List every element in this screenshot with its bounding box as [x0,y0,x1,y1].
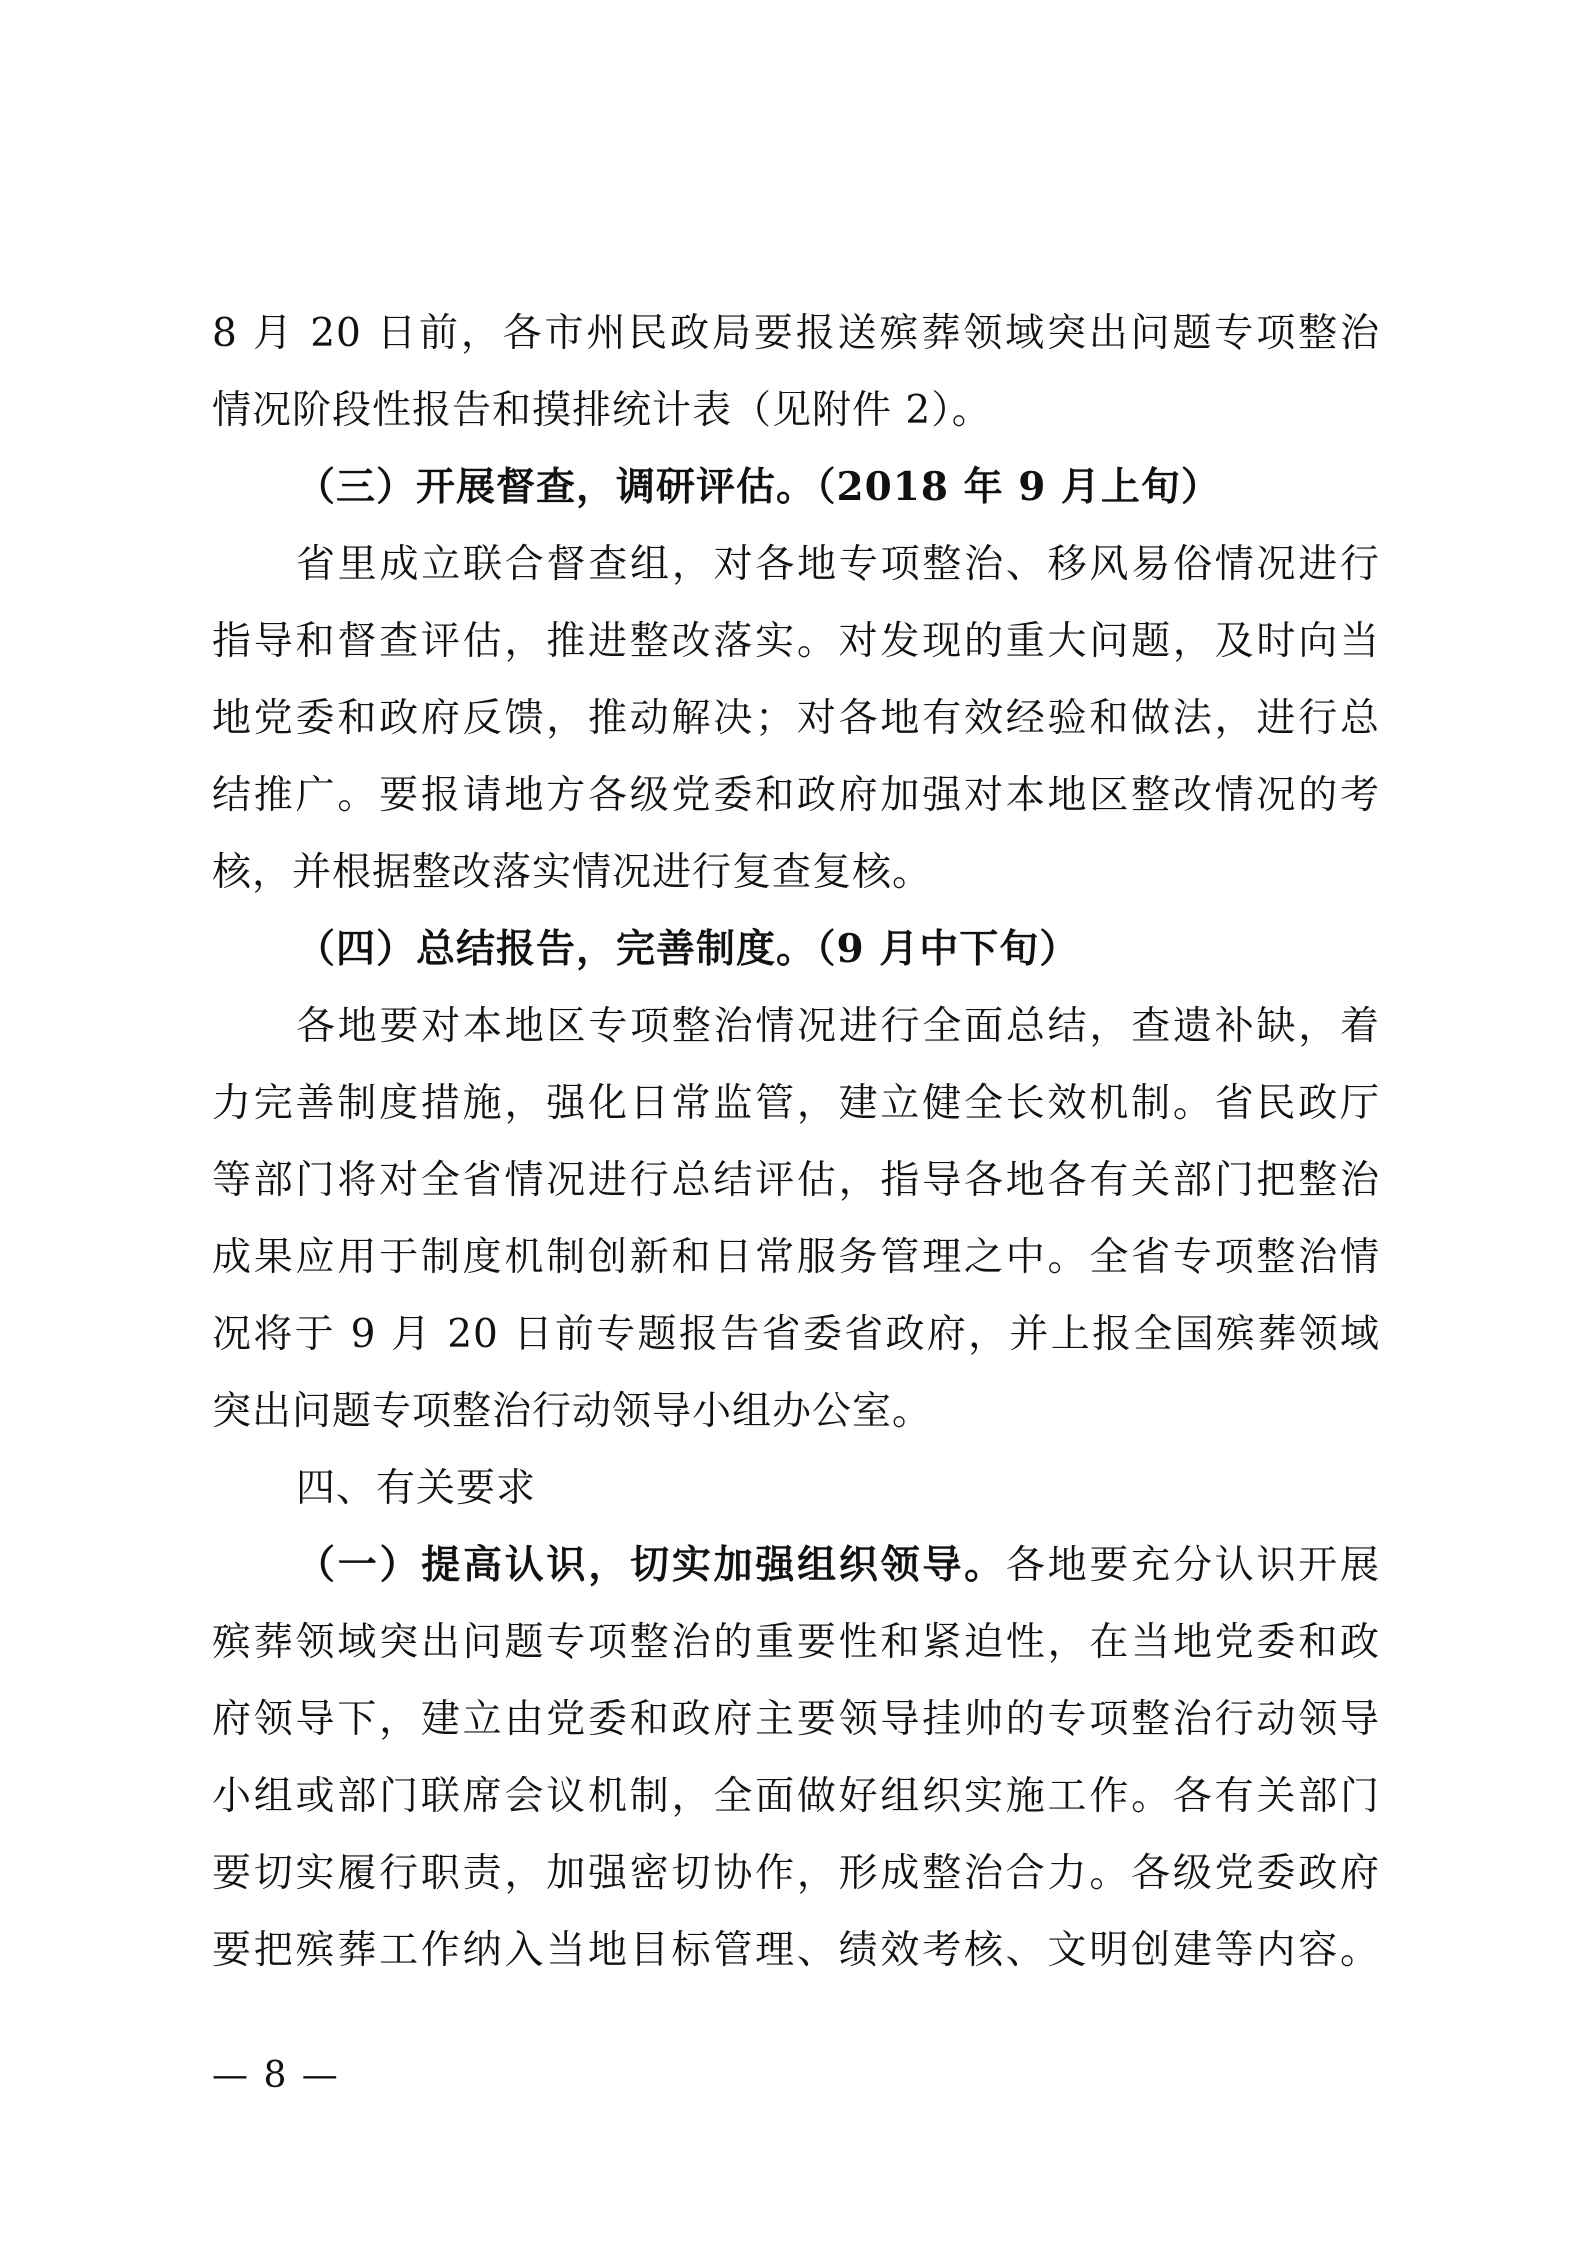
text-line [212,1142,1380,1219]
text-line [212,1604,1380,1681]
body-text [212,295,1380,1989]
line-text: （四）总结报告，完善制度。（9 月中下旬） [296,926,1080,972]
page-number: — 8 — [212,2055,340,2096]
line-text: 情况阶段性报告和摸排统计表（见附件 2）。 [212,388,992,433]
line-text: 核，并根据整改落实情况进行复查复核。 [212,850,933,895]
line-text: 各地要对本地区专项整治情况进行全面总结，查遗补缺，着 [296,1004,1380,1049]
text-line [212,988,1380,1065]
line-text: 四、有关要求 [296,1466,537,1511]
line-text: 8 月 20 日前，各市州民政局要报送殡葬领域突出问题专项整治 [212,311,1380,356]
text-line [212,1373,1380,1450]
text-line [212,1912,1380,1989]
line-text: （三）开展督查，调研评估。（2018 年 9 月上旬） [296,464,1221,510]
text-line [212,680,1380,757]
line-text: 地党委和政府反馈，推动解决；对各地有效经验和做法，进行总 [212,696,1380,741]
text-line [212,1219,1380,1296]
text-line [212,911,1380,988]
line-text: 各地要充分认识开展 [1005,1543,1380,1588]
text-line [212,449,1380,526]
line-text: 府领导下，建立由党委和政府主要领导挂帅的专项整治行动领导 [212,1697,1380,1742]
line-text: 指导和督查评估，推进整改落实。对发现的重大问题，及时向当 [212,619,1380,664]
text-line [212,1065,1380,1142]
line-text: 小组或部门联席会议机制，全面做好组织实施工作。各有关部门 [212,1774,1380,1819]
line-text: 结推广。要报请地方各级党委和政府加强对本地区整改情况的考 [212,773,1380,818]
heading-text: （一）提高认识，切实加强组织领导。 [296,1542,1006,1588]
line-text: 殡葬领域突出问题专项整治的重要性和紧迫性，在当地党委和政 [212,1620,1380,1665]
line-text: 突出问题专项整治行动领导小组办公室。 [212,1389,933,1434]
text-line [212,1758,1380,1835]
line-text: 省里成立联合督查组，对各地专项整治、移风易俗情况进行 [296,542,1380,587]
text-line [212,757,1380,834]
text-line [212,603,1380,680]
text-line [212,1296,1380,1373]
text-line [212,834,1380,911]
text-line [212,372,1380,449]
line-text: 成果应用于制度机制创新和日常服务管理之中。全省专项整治情 [212,1235,1380,1280]
line-text: 要把殡葬工作纳入当地目标管理、绩效考核、文明创建等内容。 [212,1928,1380,1973]
text-line [212,1527,1380,1604]
text-line [212,526,1380,603]
text-line [212,295,1380,372]
text-line [212,1450,1380,1527]
line-text: 况将于 9 月 20 日前专题报告省委省政府，并上报全国殡葬领域 [212,1312,1380,1357]
line-text: 力完善制度措施，强化日常监管，建立健全长效机制。省民政厅 [212,1081,1380,1126]
line-text: 等部门将对全省情况进行总结评估，指导各地各有关部门把整治 [212,1158,1380,1203]
text-line [212,1681,1380,1758]
text-line [212,1835,1380,1912]
line-text: 要切实履行职责，加强密切协作，形成整治合力。各级党委政府 [212,1851,1380,1896]
